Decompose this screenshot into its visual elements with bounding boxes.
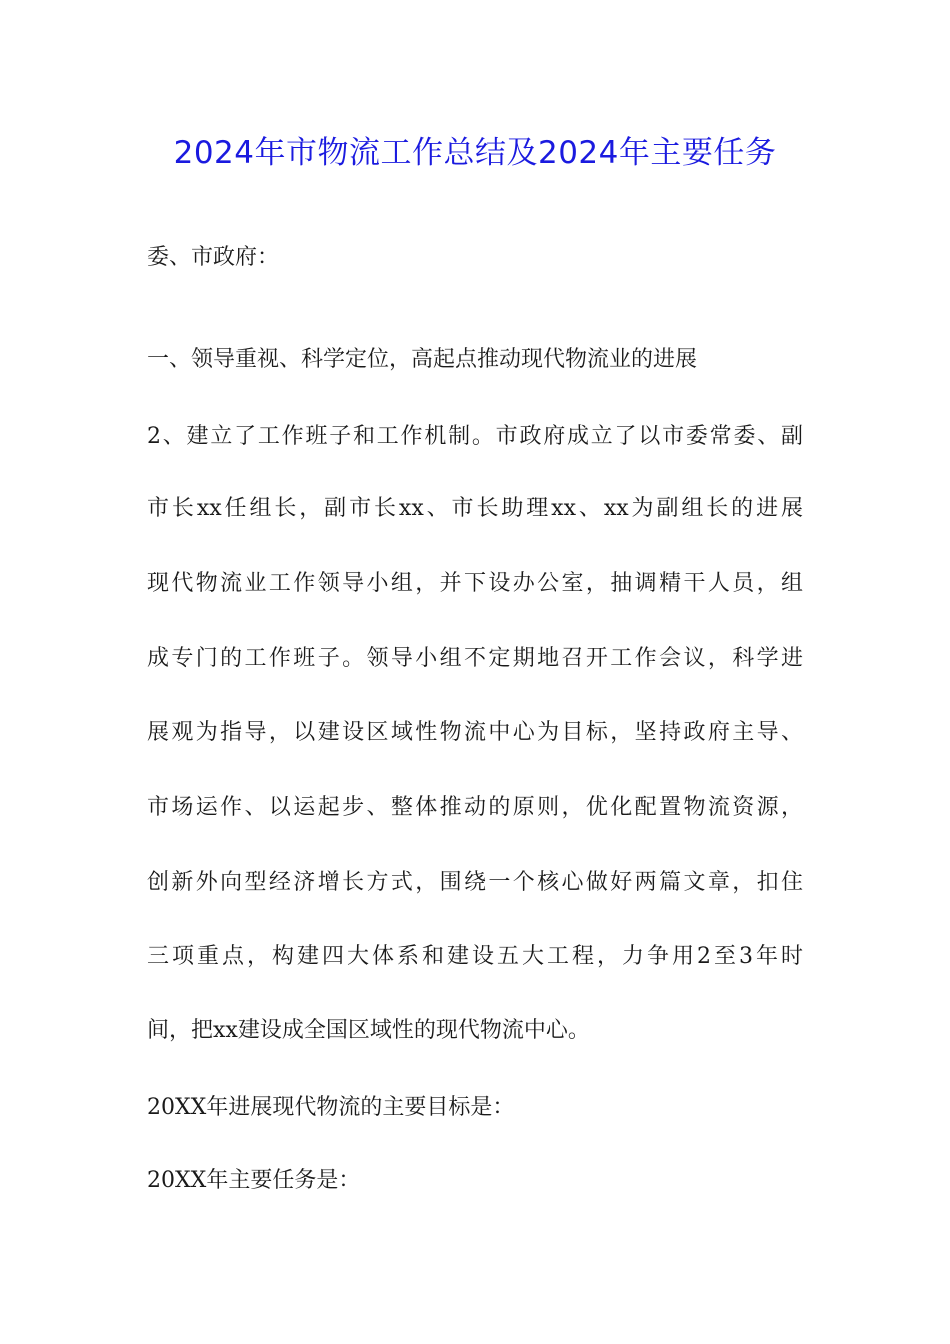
paragraph-line: 市场运作、以运起步、整体推动的原则，优化配置物流资源， bbox=[147, 795, 803, 820]
paragraph-line: 三项重点，构建四大体系和建设五大工程，力争用2至3年时 bbox=[147, 944, 803, 969]
section-heading: 一、领导重视、科学定位，高起点推动现代物流业的进展 bbox=[147, 347, 698, 372]
paragraph-line: 2、建立了工作班子和工作机制。市政府成立了以市委常委、副 bbox=[147, 424, 803, 449]
salutation: 委、市政府： bbox=[147, 245, 280, 270]
goals-line: 20XX年进展现代物流的主要目标是： bbox=[147, 1095, 515, 1120]
paragraph-line: 成专门的工作班子。领导小组不定期地召开工作会议，科学进 bbox=[147, 646, 803, 671]
paragraph-line: 间，把xx建设成全国区域性的现代物流中心。 bbox=[147, 1018, 590, 1043]
paragraph-line: 展观为指导，以建设区域性物流中心为目标，坚持政府主导、 bbox=[147, 720, 803, 745]
document-title: 2024年市物流工作总结及2024年主要任务 bbox=[173, 135, 777, 171]
paragraph-line: 现代物流业工作领导小组，并下设办公室，抽调精干人员，组 bbox=[147, 571, 803, 596]
paragraph-line: 市长xx任组长，副市长xx、市长助理xx、xx为副组长的进展 bbox=[147, 496, 803, 521]
paragraph-line: 创新外向型经济增长方式，围绕一个核心做好两篇文章，扣住 bbox=[147, 870, 803, 895]
tasks-line: 20XX年主要任务是： bbox=[147, 1168, 361, 1193]
